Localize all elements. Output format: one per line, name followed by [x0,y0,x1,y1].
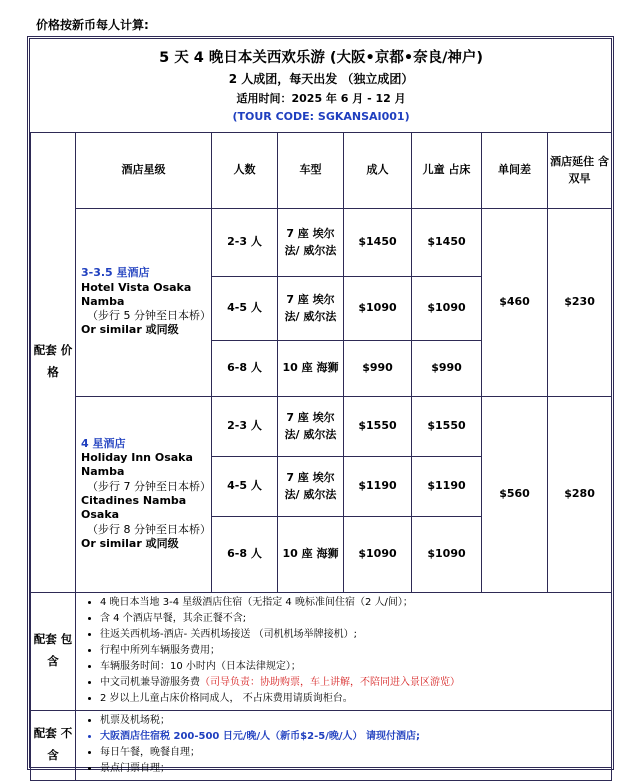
hotel-name: Citadines Namba Osaka [81,494,187,522]
child-price: $990 [412,340,482,396]
hotel-walk-note: （步行 8 分钟至日本桥） [87,522,211,536]
hotel-star-label: 4 星酒店 [81,436,126,450]
list-item: • 大阪酒店住宿税 200-500 日元/晚/人（新币$2-5/晚/人） 请现付酒店; [100,729,611,745]
list-item: • 景点门票自理； [100,761,611,777]
list-item: • 行程中所列车辆服务费用； [100,643,611,659]
extension-price: $280 [548,396,612,592]
pax-cell: 6-8 人 [212,516,278,592]
child-price: $1090 [412,516,482,592]
single-supplement: $560 [482,396,548,592]
includes-list [76,595,611,707]
hotel-similar: Or similar 或同级 [81,323,179,337]
includes-cell [76,592,612,710]
list-item: • 4 晚日本当地 3-4 星级酒店住宿（无指定 4 晚标准间住宿（2 人/间）； [100,595,611,611]
adult-price: $1090 [344,276,412,340]
adult-price: $1090 [344,516,412,592]
car-cell: 7 座 埃尔法/ 威尔法 [278,208,344,276]
child-price: $1550 [412,396,482,456]
adult-price: $1550 [344,396,412,456]
includes-row [31,592,612,710]
list-item: • 每日午餐，晚餐自理； [100,745,611,761]
tour-subtitle: 2 人成团，每天出发 （独立成团） [228,72,414,87]
hotel-walk-note: （步行 5 分钟至日本桥） [87,309,211,323]
excludes-list [76,713,611,777]
col-car-header: 车型 [278,132,344,208]
child-price: $1090 [412,276,482,340]
pax-cell: 4-5 人 [212,456,278,516]
col-single-header: 单间差 [482,132,548,208]
guide-service: 中文司机兼导游服务费 [100,677,200,688]
adult-price: $990 [344,340,412,396]
list-item: • 车辆服务时间：10 小时内（日本法律规定）； [100,659,611,675]
pax-cell: 2-3 人 [212,396,278,456]
extension-price: $230 [548,208,612,396]
side-label-includes: 配套 包含 [31,592,76,710]
tour-header [31,39,612,132]
tour-title: 5 天 4 晚日本关西欢乐游 (大阪•京都•奈良/神户) [159,49,484,66]
child-price: $1190 [412,456,482,516]
col-child-header: 儿童 占床 [412,132,482,208]
hotel-star-label: 3-3.5 星酒店 [81,266,150,280]
hotel-name: Hotel Vista Osaka Namba [81,280,192,308]
col-hotel-header: 酒店星级 [76,132,212,208]
hotel-name: Holiday Inn Osaka Namba [81,451,193,479]
car-cell: 7 座 埃尔法/ 威尔法 [278,396,344,456]
adult-price: $1190 [344,456,412,516]
list-item: • 含 4 个酒店早餐，其余正餐不含; [100,611,611,627]
pax-cell: 6-8 人 [212,340,278,396]
itinerary-price-table [27,36,614,774]
price-note: 价格按新币每人计算: [36,18,149,32]
column-header-row [31,132,612,208]
side-label-price: 配套 价格 [31,132,76,592]
col-adult-header: 成人 [344,132,412,208]
car-cell: 7 座 埃尔法/ 威尔法 [278,276,344,340]
table-row [31,396,612,456]
col-extension-header: 酒店延住 含双早 [548,132,612,208]
child-price: $1450 [412,208,482,276]
excludes-cell [76,710,612,780]
hotel-cell-4star [76,396,212,592]
list-item: • 往返关西机场-酒店- 关西机场接送 （司机机场举牌接机）; [100,627,611,643]
adult-price: $1450 [344,208,412,276]
car-cell: 10 座 海狮 [278,516,344,592]
tour-period: 适用时间：2025 年 6 月 - 12 月 [236,91,406,105]
col-pax-header: 人数 [212,132,278,208]
single-supplement: $460 [482,208,548,396]
side-label-excludes: 配套 不含 [31,710,76,780]
car-cell: 10 座 海狮 [278,340,344,396]
list-item [100,675,611,691]
pax-cell: 4-5 人 [212,276,278,340]
pax-cell: 2-3 人 [212,208,278,276]
hotel-cell-3star [76,208,212,396]
list-item: • 2 岁以上儿童占床价格同成人， 不占床费用请质询柜台。 [100,691,611,707]
table-row [31,208,612,276]
hotel-similar: Or similar 或同级 [81,536,179,550]
guide-note: （司导负责：协助购票，车上讲解，不陪同进入景区游览） [200,677,460,688]
hotel-walk-note: （步行 7 分钟至日本桥） [87,479,211,493]
tour-code: (TOUR CODE: SGKANSAI001) [232,109,410,123]
list-item: • 机票及机场税； [100,713,611,729]
car-cell: 7 座 埃尔法/ 威尔法 [278,456,344,516]
excludes-row [31,710,612,780]
